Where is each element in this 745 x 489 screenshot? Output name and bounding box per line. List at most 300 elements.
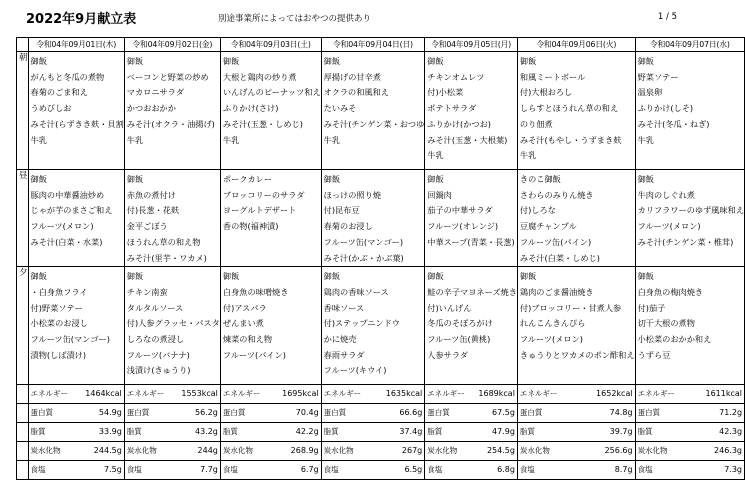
dish-item: みそ汁(チンゲン菜・椎茸): [637, 236, 734, 247]
dish-item: いんげんのピーナッツ和え: [222, 87, 321, 98]
dish-item: 豚肉の中華醤油炒め: [30, 189, 105, 200]
dish-item: 香味ソース: [323, 302, 365, 313]
nutrition-label: エネルギー: [519, 389, 558, 399]
nutrition-value: 54.9g: [98, 408, 122, 418]
nutrition-label: 蛋白質: [519, 408, 543, 418]
nutrition-label: 蛋白質: [427, 408, 450, 418]
date-cell: 令和04年09月05日(月): [425, 38, 518, 52]
nutrition-cell: [425, 423, 518, 442]
page-title: 2022年9月献立表: [26, 12, 137, 27]
dish-item: 牛乳: [30, 134, 47, 145]
nutrition-cell: [220, 404, 321, 423]
dish-item: フルーツ(オレンジ): [427, 221, 499, 232]
nutrition-value: 1635kcal: [385, 389, 423, 399]
dish-item: がんもと冬瓜の煮物: [30, 71, 105, 82]
nutrition-label: 蛋白質: [126, 408, 150, 418]
nutrition-label: 食塩: [30, 465, 46, 475]
dish-list: [221, 267, 321, 363]
dish-item: みそ汁(冬瓜・ねぎ): [637, 118, 710, 129]
nutrition-cell: [220, 385, 321, 404]
dish-item: ポテトサラダ: [427, 103, 477, 114]
nutrition-label: 炭水化物: [519, 446, 550, 456]
nutrition-value: 246.3g: [714, 446, 743, 456]
nutrition-value: 7.3g: [724, 465, 743, 475]
nutrition-label: 蛋白質: [222, 408, 246, 418]
nutrition-cell: [321, 461, 425, 480]
dish-item: うめびしお: [30, 103, 72, 114]
meal-label-lunch: 昼: [17, 170, 29, 267]
dish-item: 付)ブロッコリー・甘煮人参: [519, 302, 622, 313]
dish-item: れんこんきんぴら: [519, 318, 586, 329]
nutrition-cell: [635, 461, 744, 480]
meal-cell: [425, 52, 518, 170]
meal-row-lunch: [17, 170, 745, 267]
dish-item: 白身魚の梅肉焼き: [637, 286, 704, 297]
nutrition-value: 43.2g: [194, 427, 218, 437]
nutrition-cell: [425, 461, 518, 480]
dish-list: [322, 267, 425, 379]
nutrition-value: 42.2g: [295, 427, 319, 437]
date-cell: 令和04年09月07日(水): [635, 38, 744, 52]
nutrition-cell: [321, 423, 425, 442]
nutrition-cell: [124, 385, 220, 404]
dish-item: オクラの和風和え: [323, 87, 389, 98]
nutrition-value: 1689kcal: [478, 389, 515, 399]
dish-item: 牛乳: [323, 134, 341, 145]
dish-item: みそ汁(オクラ・油揚げ): [126, 118, 215, 129]
nutrition-cell: [220, 423, 321, 442]
dish-list: [125, 267, 220, 379]
nutrition-value: 66.6g: [399, 408, 423, 418]
dish-list: [29, 170, 124, 251]
meal-cell: [220, 52, 321, 170]
nutrition-cell: [425, 385, 518, 404]
nutrition-label: 食塩: [637, 465, 653, 475]
dish-item: 浅漬け(きゅうり): [126, 365, 191, 376]
nutrition-label: 蛋白質: [30, 408, 54, 418]
dish-item: フルーツ缶(パイン): [519, 236, 592, 247]
dish-list: [125, 52, 220, 148]
meal-label-dinner: 夕: [17, 267, 29, 385]
meal-cell: [124, 267, 220, 385]
nutrition-value: 47.9g: [492, 427, 515, 437]
dish-item: 御飯: [427, 56, 444, 66]
dish-item: 付)しろな: [519, 205, 556, 216]
dish-item: フルーツ(メロン): [519, 334, 583, 345]
nutrition-cell: [517, 423, 635, 442]
nutrition-cell: [321, 442, 425, 461]
meal-cell: [124, 170, 220, 267]
nutrition-value: 71.2g: [719, 408, 743, 418]
dish-item: 冬瓜のそぼろがけ: [427, 318, 493, 329]
dish-item: みそ汁(白菜・しめじ): [519, 252, 600, 263]
nutrition-label: 炭水化物: [30, 446, 61, 456]
dish-item: フルーツ(メロン): [637, 221, 701, 232]
dish-item: 春菊のお浸し: [323, 221, 373, 232]
nutrition-cell: [220, 442, 321, 461]
dish-item: 厚揚げの甘辛煮: [323, 71, 381, 82]
dish-item: 付)人参グラッセ・パスタ: [126, 318, 220, 329]
dish-item: 金平ごぼう: [126, 221, 168, 232]
meal-cell: [321, 267, 425, 385]
nutrition-cell: [635, 385, 744, 404]
dish-item: フルーツ缶(黄桃): [427, 334, 491, 345]
dish-item: ほうれん草の和え物: [126, 236, 201, 247]
dish-item: 付)アスパラ: [222, 302, 267, 313]
dish-item: 御飯: [126, 174, 144, 184]
dish-item: ポークカレー: [222, 174, 273, 184]
date-cell: 令和04年09月03日(土): [220, 38, 321, 52]
nutrition-value: 7.7g: [200, 465, 218, 475]
dish-item: カリフラワーのゆず風味和え: [637, 205, 745, 216]
nutrition-cell: [124, 423, 220, 442]
nutrition-value: 1464kcal: [85, 389, 122, 399]
dish-list: [636, 267, 744, 363]
nutrition-value: 67.5g: [492, 408, 515, 418]
dish-item: 香の物(福神漬): [222, 221, 279, 232]
dish-item: ふりかけ(さけ): [222, 103, 279, 114]
date-cell: 令和04年09月01日(木): [28, 38, 124, 52]
dish-item: 御飯: [323, 271, 341, 282]
dish-item: 小松菜のおかか和え: [637, 334, 712, 345]
nutrition-cell: [635, 423, 744, 442]
dish-item: チキンオムレツ: [427, 71, 485, 82]
nutrition-value: 268.9g: [290, 446, 319, 456]
nutrition-label: 脂質: [30, 427, 46, 437]
dish-item: みそ汁(玉葱・大根葉): [427, 134, 508, 145]
nutrition-cell: [28, 404, 124, 423]
nutrition-value: 7.5g: [103, 465, 122, 475]
nutrition-value: 6.5g: [404, 465, 423, 475]
date-cell: 令和04年09月02日(金): [124, 38, 220, 52]
dish-item: 付)大根おろし: [519, 87, 573, 98]
nutrition-label: 炭水化物: [323, 446, 354, 456]
dish-item: 付)小松菜: [427, 87, 464, 98]
dish-list: [425, 170, 517, 251]
date-header-row: [17, 38, 745, 52]
dish-item: ・白身魚フライ: [30, 286, 88, 297]
meal-cell: [124, 52, 220, 170]
dish-item: フルーツ(パイン): [222, 349, 286, 360]
nutrition-value: 1553kcal: [181, 389, 218, 399]
dish-item: 春雨サラダ: [323, 349, 365, 360]
dish-item: じゃが芋のまさご和え: [30, 205, 113, 216]
dish-item: 牛乳: [427, 150, 444, 161]
nutrition-value: 39.7g: [609, 427, 633, 437]
meal-cell: [220, 267, 321, 385]
nutrition-label: 炭水化物: [222, 446, 253, 456]
nutrition-cell: [124, 404, 220, 423]
dish-item: 煉菜の和え物: [222, 334, 273, 345]
dish-item: かつおおかか: [126, 103, 176, 114]
dish-item: 鶏肉のごま醤油焼き: [519, 286, 594, 297]
nutrition-cell: [321, 385, 425, 404]
nutrition-cell: [635, 442, 744, 461]
dish-list: [518, 267, 635, 363]
nutrition-cell: [635, 404, 744, 423]
nutrition-label: エネルギー: [126, 389, 165, 399]
meal-cell: [635, 52, 744, 170]
dish-list: [518, 52, 635, 164]
nutrition-cell: [517, 442, 635, 461]
nutrition-label: エネルギー: [427, 389, 465, 399]
nutrition-label: エネルギー: [637, 389, 676, 399]
nutrition-label: エネルギー: [323, 389, 362, 399]
dish-item: 付)昆布豆: [323, 205, 360, 216]
meal-cell: [517, 267, 635, 385]
date-cell: 令和04年09月06日(火): [517, 38, 635, 52]
dish-list: [29, 52, 124, 148]
dish-item: 御飯: [637, 271, 654, 282]
dish-item: みそ汁(白菜・水菜): [30, 236, 103, 247]
dish-list: [636, 52, 744, 148]
nutrition-label: 食塩: [427, 465, 443, 475]
nutrition-label: 脂質: [427, 427, 443, 437]
nutrition-value: 1652kcal: [596, 389, 633, 399]
nutrition-label: 食塩: [323, 465, 339, 475]
dish-list: [518, 170, 635, 266]
nutrition-value: 254.5g: [486, 446, 515, 456]
nutrition-row-spacer: [17, 404, 29, 423]
meal-cell: [28, 52, 124, 170]
dish-item: ぜんまい煮: [222, 318, 264, 329]
dish-list: [322, 170, 425, 266]
meal-cell: [635, 170, 744, 267]
dish-item: ふりかけ(かつお): [427, 118, 491, 129]
nutrition-value: 33.9g: [98, 427, 122, 437]
nutrition-value: 256.6g: [604, 446, 633, 456]
dish-item: 牛乳: [126, 134, 144, 145]
nutrition-row: [17, 404, 745, 423]
dish-item: 小松菜のお浸し: [30, 318, 88, 329]
nutrition-row: [17, 442, 745, 461]
dish-item: きのこ御飯: [519, 174, 561, 184]
dish-item: 春菊のごま和え: [30, 87, 88, 98]
dish-list: [322, 52, 425, 148]
dish-item: 人参サラダ: [427, 349, 469, 360]
dish-list: [221, 52, 321, 148]
nutrition-label: 脂質: [126, 427, 142, 437]
nutrition-cell: [517, 385, 635, 404]
dish-item: フルーツ缶(マンゴー): [323, 236, 404, 247]
dish-list: [221, 170, 321, 235]
dish-item: 御飯: [519, 56, 537, 66]
dish-item: タルタルソース: [126, 302, 184, 313]
nutrition-label: 炭水化物: [427, 446, 458, 456]
dish-item: みそ汁(玉葱・しめじ): [222, 118, 303, 129]
dish-item: 御飯: [323, 56, 341, 66]
nutrition-label: 食塩: [126, 465, 142, 475]
dish-item: 茄子の中華サラダ: [427, 205, 493, 216]
dish-item: ベーコンと野菜の炒め: [126, 71, 209, 82]
dish-item: 御飯: [637, 56, 654, 66]
meal-cell: [321, 170, 425, 267]
dish-item: 付)いんげん: [427, 302, 472, 313]
dish-item: みそ汁(もやし・うずまき麸: [519, 134, 622, 145]
page-number: 1 / 5: [657, 12, 677, 22]
nutrition-cell: [517, 404, 635, 423]
nutrition-label: エネルギー: [30, 389, 69, 399]
nutrition-value: 42.3g: [719, 427, 743, 437]
dish-item: 御飯: [30, 174, 47, 184]
dish-item: 付)野菜ソテー: [30, 302, 83, 313]
dish-item: フルーツ(キウイ): [323, 365, 387, 376]
dish-item: 御飯: [30, 271, 47, 282]
dish-item: 御飯: [519, 271, 537, 282]
dish-item: みそ汁(里芋・ワカメ): [126, 252, 207, 263]
nutrition-value: 6.8g: [497, 465, 515, 475]
nutrition-value: 56.2g: [194, 408, 218, 418]
nutrition-label: 脂質: [222, 427, 238, 437]
meal-cell: [28, 267, 124, 385]
dish-item: フルーツ(バナナ): [126, 349, 190, 360]
nutrition-label: 炭水化物: [637, 446, 668, 456]
dish-list: [29, 267, 124, 363]
dish-item: 牛乳: [519, 150, 537, 161]
meal-label-breakfast: 朝: [17, 52, 29, 170]
dish-list: [125, 170, 220, 266]
nutrition-label: 脂質: [323, 427, 339, 437]
meal-cell: [220, 170, 321, 267]
dish-item: 御飯: [427, 271, 444, 282]
dish-item: 牛乳: [637, 134, 654, 145]
nutrition-row-spacer: [17, 385, 29, 404]
dish-item: たいみそ: [323, 103, 357, 114]
meal-cell: [635, 267, 744, 385]
nutrition-cell: [28, 423, 124, 442]
dish-item: 赤魚の煮付け: [126, 189, 176, 200]
dish-item: 御飯: [637, 174, 654, 184]
nutrition-label: 脂質: [519, 427, 535, 437]
dish-item: 漬物(しば漬け): [30, 349, 87, 360]
nutrition-value: 70.4g: [295, 408, 319, 418]
dish-item: みそ汁(らずきき麸・貝割: [30, 118, 124, 129]
dish-item: ほっけの照り焼: [323, 189, 381, 200]
nutrition-value: 1695kcal: [282, 389, 319, 399]
dish-item: かに焼売: [323, 334, 357, 345]
nutrition-row-spacer: [17, 461, 29, 480]
dish-item: 御飯: [126, 271, 144, 282]
dish-item: 御飯: [222, 271, 240, 282]
nutrition-value: 8.7g: [614, 465, 633, 475]
dish-item: 付)ステップニンドウ: [323, 318, 400, 329]
nutrition-cell: [124, 442, 220, 461]
nutrition-cell: [220, 461, 321, 480]
dish-item: 鶏肉の香味ソース: [323, 286, 389, 297]
dish-item: ふりかけ(しそ): [637, 103, 694, 114]
date-cell: 令和04年09月04日(日): [321, 38, 425, 52]
nutrition-cell: [321, 404, 425, 423]
nutrition-label: 食塩: [222, 465, 238, 475]
nutrition-value: 267g: [401, 446, 423, 456]
dish-item: 御飯: [427, 174, 444, 184]
dish-item: きゅうりとワカメのポン酢和え: [519, 349, 635, 360]
nutrition-value: 244.5g: [93, 446, 122, 456]
nutrition-value: 74.8g: [609, 408, 633, 418]
dish-item: マカロニサラダ: [126, 87, 185, 98]
dish-item: みそ汁(チンゲン菜・おつゆ: [323, 118, 425, 129]
nutrition-value: 1611kcal: [705, 389, 743, 399]
nutrition-cell: [425, 404, 518, 423]
dish-item: 大根と鶏肉の炒り煮: [222, 71, 297, 82]
nutrition-value: 37.4g: [399, 427, 423, 437]
nutrition-cell: [28, 385, 124, 404]
dish-item: うずら豆: [637, 349, 671, 360]
dish-item: しろなの煮浸し: [126, 334, 185, 345]
dish-item: 鮭の辛子マヨネーズ焼き: [427, 286, 517, 297]
nutrition-label: エネルギー: [222, 389, 261, 399]
dish-item: 切干大根の煮物: [637, 318, 695, 329]
dish-item: 和風ミートボール: [519, 71, 586, 82]
dish-item: 中華スープ(青菜・長葱): [427, 236, 515, 247]
nutrition-cell: [124, 461, 220, 480]
nutrition-cell: [425, 442, 518, 461]
dish-item: フルーツ缶(マンゴー): [30, 334, 110, 345]
dish-item: 御飯: [126, 56, 144, 66]
dish-item: さわらのみりん焼き: [519, 189, 594, 200]
nutrition-cell: [28, 442, 124, 461]
meal-row-dinner: [17, 267, 745, 385]
nutrition-value: 244g: [197, 446, 218, 456]
meal-cell: [321, 52, 425, 170]
nutrition-label: 炭水化物: [126, 446, 157, 456]
dish-item: 御飯: [30, 56, 47, 66]
nutrition-row-spacer: [17, 423, 29, 442]
nutrition-row-spacer: [17, 442, 29, 461]
nutrition-label: 蛋白質: [323, 408, 347, 418]
dish-item: みそ汁(かぶ・かぶ葉): [323, 252, 404, 263]
nutrition-row: [17, 461, 745, 480]
nutrition-value: 6.7g: [300, 465, 319, 475]
dish-item: 温泉卵: [637, 87, 663, 98]
dish-item: しらすとほうれん草の和え: [519, 103, 619, 114]
meal-cell: [517, 170, 635, 267]
dish-list: [636, 170, 744, 251]
dish-list: [425, 267, 517, 363]
meal-row-breakfast: [17, 52, 745, 170]
nutrition-cell: [28, 461, 124, 480]
header-note: 別途事業所によってはおやつの提供あり: [218, 14, 372, 24]
meal-cell: [425, 170, 518, 267]
dish-item: 牛乳: [222, 134, 240, 145]
nutrition-row: [17, 423, 745, 442]
dish-item: 付)長葱・花麸: [126, 205, 180, 216]
meal-cell: [517, 52, 635, 170]
dish-item: 御飯: [222, 56, 240, 66]
nutrition-label: 脂質: [637, 427, 653, 437]
dish-item: チキン南蛮: [126, 286, 168, 297]
menu-table: [16, 37, 745, 480]
dish-item: のり佃煮: [519, 118, 553, 129]
dish-item: 回鍋肉: [427, 189, 452, 200]
dish-item: 牛肉のしぐれ煮: [637, 189, 695, 200]
dish-item: 白身魚の味噌焼き: [222, 286, 289, 297]
dish-item: ヨーグルトデザート: [222, 205, 297, 216]
header-corner-cell: [17, 38, 29, 52]
dish-item: 御飯: [323, 174, 341, 184]
nutrition-label: 蛋白質: [637, 408, 661, 418]
meal-cell: [28, 170, 124, 267]
nutrition-label: 食塩: [519, 465, 535, 475]
nutrition-cell: [517, 461, 635, 480]
dish-item: フルーツ(メロン): [30, 221, 94, 232]
dish-item: 付)茄子: [637, 302, 666, 313]
meal-cell: [425, 267, 518, 385]
dish-item: 野菜ソテー: [637, 71, 679, 82]
dish-item: ブロッコリーのサラダ: [222, 189, 305, 200]
dish-item: 豆腐チャンプル: [519, 221, 577, 232]
dish-list: [425, 52, 517, 164]
